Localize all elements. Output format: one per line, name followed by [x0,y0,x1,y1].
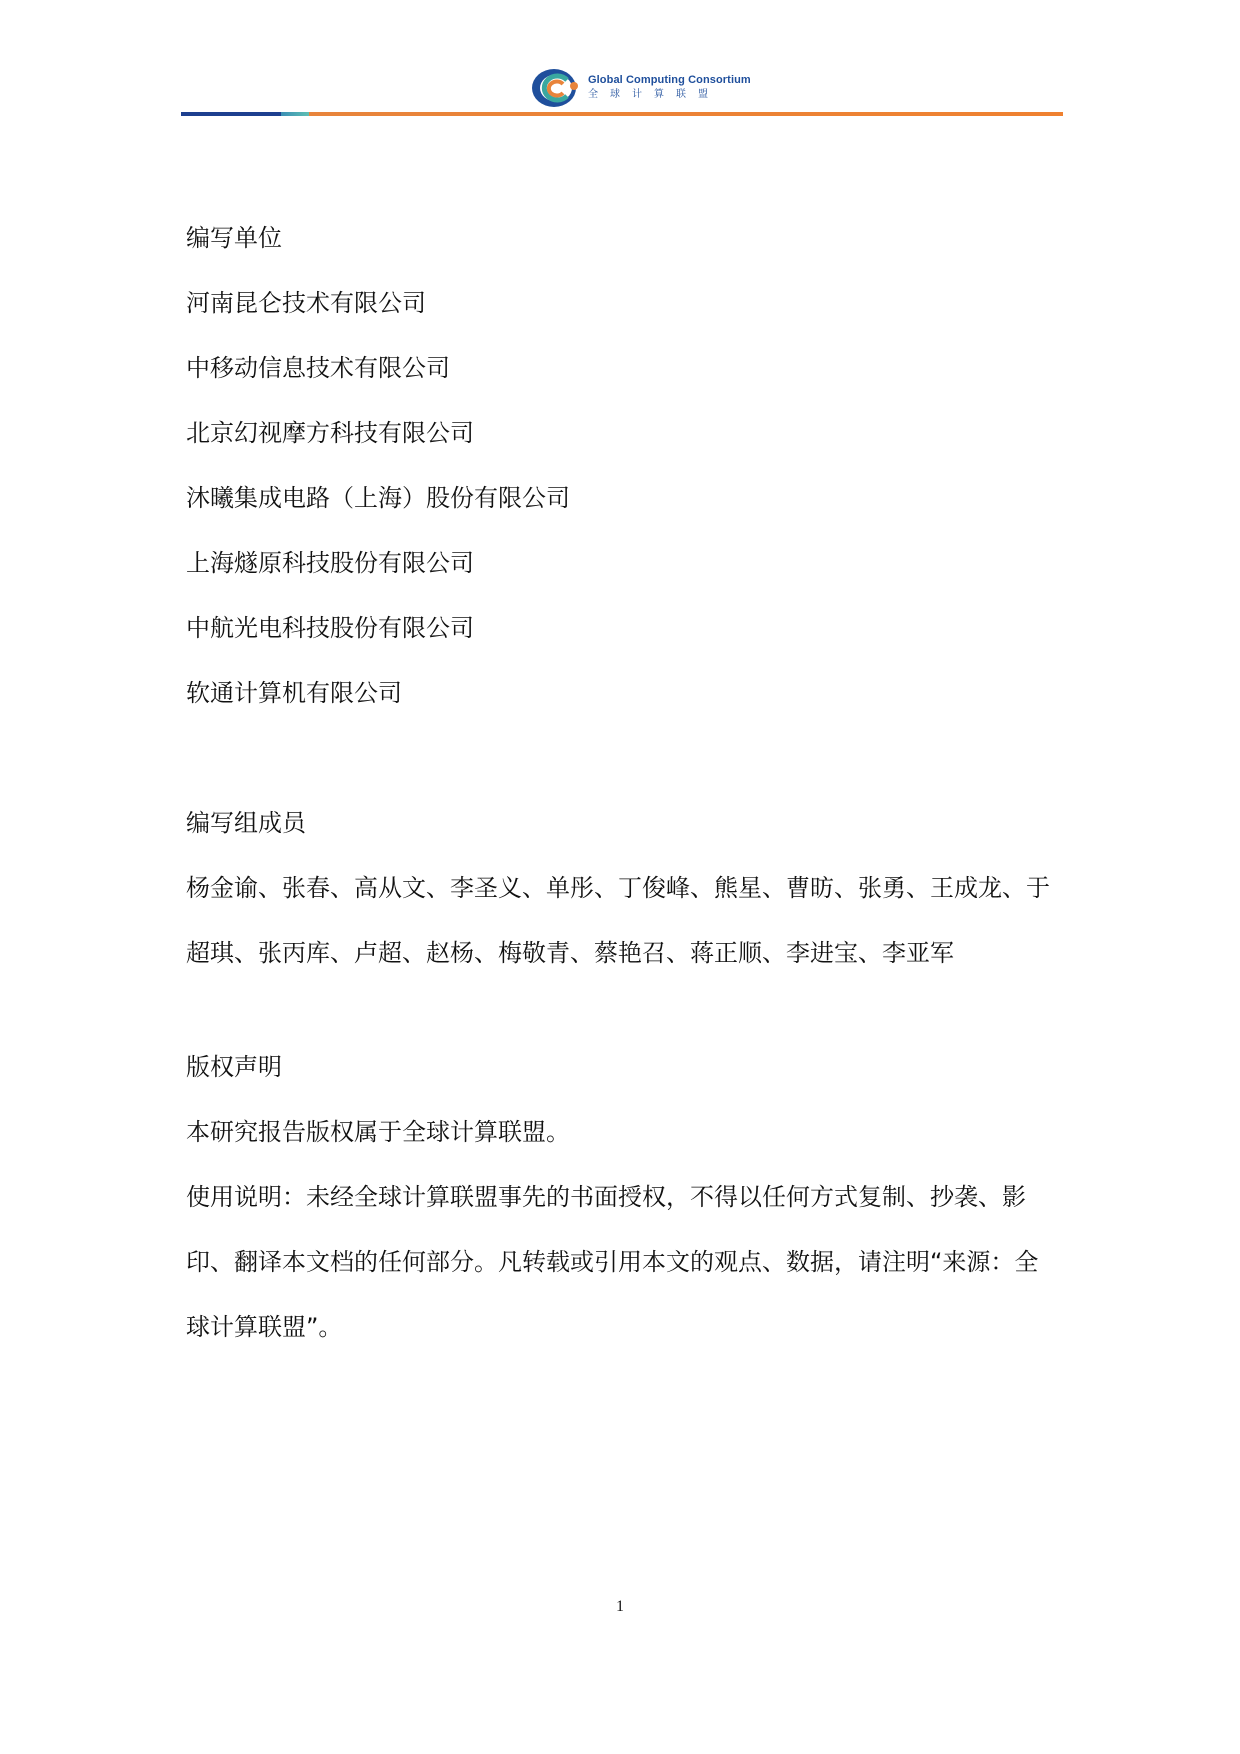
header-divider [181,112,1063,116]
members-list: 杨金谕、张春、高从文、李圣义、单彤、丁俊峰、熊星、曹昉、张勇、王成龙、于超琪、张丙库、卢超、赵杨、梅敬青、蔡艳召、蒋正顺、李进宝、李亚军 [186,874,1050,967]
copyright-statement: 本研究报告版权属于全球计算联盟。 [186,1118,570,1146]
unit-item: 沐曦集成电路（上海）股份有限公司 [186,484,570,512]
usage-notice: 使用说明：未经全球计算联盟事先的书面授权，不得以任何方式复制、抄袭、影印、翻译本文档的任何部分。凡转载或引用本文的观点、数据，请注明“来源：全球计算联盟”。 [186,1183,1039,1341]
unit-item: 软通计算机有限公司 [186,679,402,707]
consortium-logo [530,66,751,110]
unit-item: 中移动信息技术有限公司 [186,354,450,382]
copyright-section [186,1051,1056,1360]
page-number: 1 [616,1598,624,1615]
page-header [0,0,1240,120]
gcc-logo-icon [530,66,582,110]
section-spacer [186,742,1056,807]
logo-english-name: Global Computing Consortium [588,74,751,86]
unit-item: 上海燧原科技股份有限公司 [186,549,474,577]
unit-item: 河南昆仑技术有限公司 [186,289,426,317]
logo-wordmark [588,73,751,103]
logo-chinese-name: 全球计算联盟 [588,89,720,100]
authoring-units-section [186,222,1056,742]
section-spacer [186,986,1056,1051]
section-heading-members: 编写组成员 [186,809,306,837]
unit-item: 中航光电科技股份有限公司 [186,614,474,642]
document-body [186,222,1056,1360]
members-section [186,807,1056,986]
unit-item: 北京幻视摩方科技有限公司 [186,419,474,447]
section-heading-units: 编写单位 [186,224,282,252]
section-heading-copyright: 版权声明 [186,1053,282,1081]
